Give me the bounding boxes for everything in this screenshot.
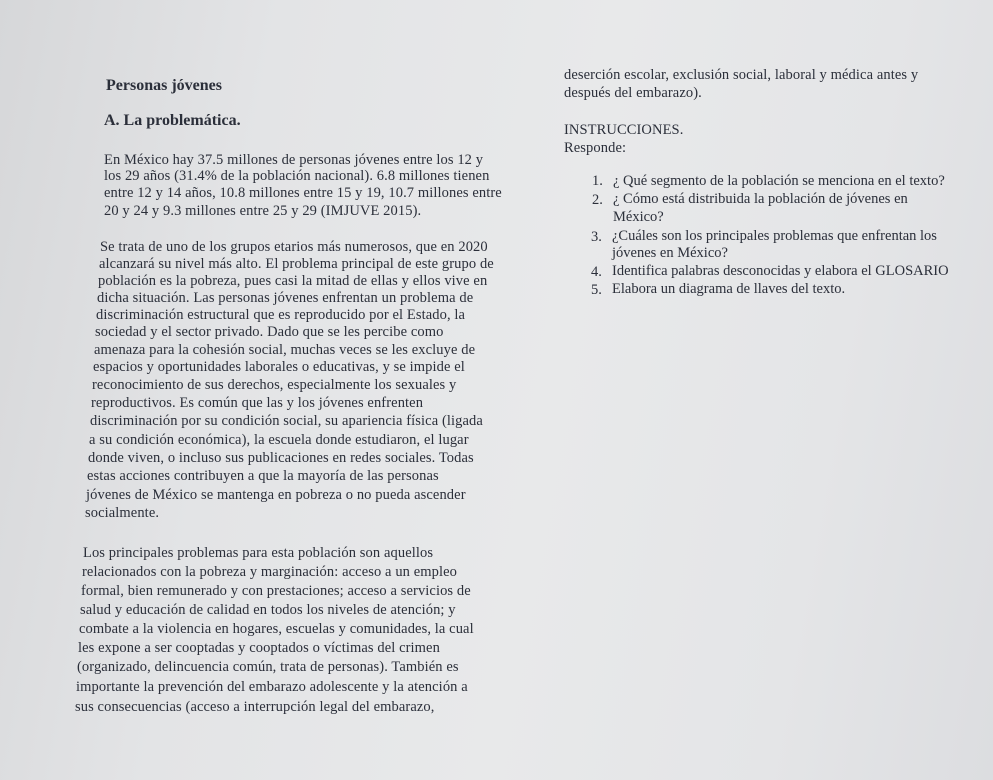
question-4-text: Identifica palabras desconocidas y elabora el GLOSARIO bbox=[612, 263, 949, 279]
paragraph-3-line: Los principales problemas para esta población son aquellos bbox=[83, 545, 434, 561]
paragraph-2-line: estas acciones contribuyen a que la mayoría de las personas bbox=[87, 468, 439, 484]
paragraph-1-line: entre 12 y 14 años, 10.8 millones entre 15 y 19, 10.7 millones entre bbox=[104, 185, 502, 201]
paragraph-3-line: combate a la violencia en hogares, escuelas y comunidades, la cual bbox=[79, 621, 474, 637]
paragraph-1-line: los 29 años (31.4% de la población nacional). 6.8 millones tienen bbox=[104, 168, 490, 184]
paragraph-3-line: sus consecuencias (acceso a interrupción legal del embarazo, bbox=[75, 699, 435, 715]
paragraph-1-line: 20 y 24 y 9.3 millones entre 25 y 29 (IMJUVE 2015). bbox=[104, 203, 422, 219]
paragraph-2-line: socialmente. bbox=[85, 505, 160, 521]
paragraph-2-line: reproductivos. Es común que las y los jóvenes enfrenten bbox=[91, 395, 424, 411]
question-1-text: ¿ Qué segmento de la población se menciona en el texto? bbox=[613, 173, 945, 189]
question-number: 5. bbox=[591, 282, 602, 298]
document-title: Personas jóvenes bbox=[106, 77, 222, 94]
paragraph-3-line: importante la prevención del embarazo adolescente y la atención a bbox=[76, 679, 468, 695]
question-number: 1. bbox=[592, 173, 603, 189]
paragraph-2-line: discriminación estructural que es reproducido por el Estado, la bbox=[96, 307, 466, 323]
paragraph-2-line: jóvenes de México se mantenga en pobreza o no pueda ascender bbox=[86, 487, 466, 503]
instructions-heading: INSTRUCCIONES. bbox=[564, 122, 684, 138]
paragraph-1-line: En México hay 37.5 millones de personas jóvenes entre los 12 y bbox=[104, 152, 484, 168]
question-5-text: Elabora un diagrama de llaves del texto. bbox=[612, 281, 846, 297]
paragraph-2-line: dicha situación. Las personas jóvenes enfrentan un problema de bbox=[97, 290, 474, 306]
question-2-text: México? bbox=[613, 209, 664, 225]
paragraph-2-line: Se trata de uno de los grupos etarios más numerosos, que en 2020 bbox=[100, 239, 488, 255]
paragraph-2-line: sociedad y el sector privado. Dado que se les percibe como bbox=[95, 324, 444, 340]
question-number: 2. bbox=[592, 192, 603, 208]
paragraph-2-line: reconocimiento de sus derechos, especialmente los sexuales y bbox=[92, 377, 457, 393]
paragraph-3-line: formal, bien remunerado y con prestaciones; acceso a servicios de bbox=[81, 583, 471, 599]
paragraph-2-line: alcanzará su nivel más alto. El problema principal de este grupo de bbox=[99, 256, 494, 272]
section-heading: A. La problemática. bbox=[104, 112, 241, 129]
instructions-subheading: Responde: bbox=[564, 140, 627, 156]
question-3-text: ¿Cuáles son los principales problemas que enfrentan los bbox=[612, 228, 937, 244]
paragraph-2-line: amenaza para la cohesión social, muchas veces se les excluye de bbox=[94, 342, 476, 358]
paragraph-2-line: donde viven, o incluso sus publicaciones en redes sociales. Todas bbox=[88, 450, 474, 466]
question-number: 3. bbox=[591, 229, 602, 245]
continuation-line: después del embarazo). bbox=[564, 85, 702, 101]
paragraph-2-line: población es la pobreza, pues casi la mitad de ellas y ellos vive en bbox=[98, 273, 488, 289]
paragraph-3-line: relacionados con la pobreza y marginación: acceso a un empleo bbox=[82, 564, 458, 580]
question-2-text: ¿ Cómo está distribuida la población de jóvenes en bbox=[613, 191, 908, 207]
paragraph-2-line: discriminación por su condición social, su apariencia física (ligada bbox=[90, 413, 483, 429]
paragraph-3-line: salud y educación de calidad en todos los niveles de atención; y bbox=[80, 602, 456, 618]
paragraph-3-line: les expone a ser cooptadas y cooptados o víctimas del crimen bbox=[78, 640, 440, 656]
question-3-text: jóvenes en México? bbox=[612, 245, 728, 261]
paragraph-2-line: espacios y oportunidades laborales o educativas, y se impide el bbox=[93, 359, 465, 375]
continuation-line: deserción escolar, exclusión social, laboral y médica antes y bbox=[564, 67, 919, 83]
paragraph-3-line: (organizado, delincuencia común, trata de personas). También es bbox=[77, 659, 459, 675]
paragraph-2-line: a su condición económica), la escuela donde estudiaron, el lugar bbox=[89, 432, 469, 448]
question-number: 4. bbox=[591, 264, 602, 280]
